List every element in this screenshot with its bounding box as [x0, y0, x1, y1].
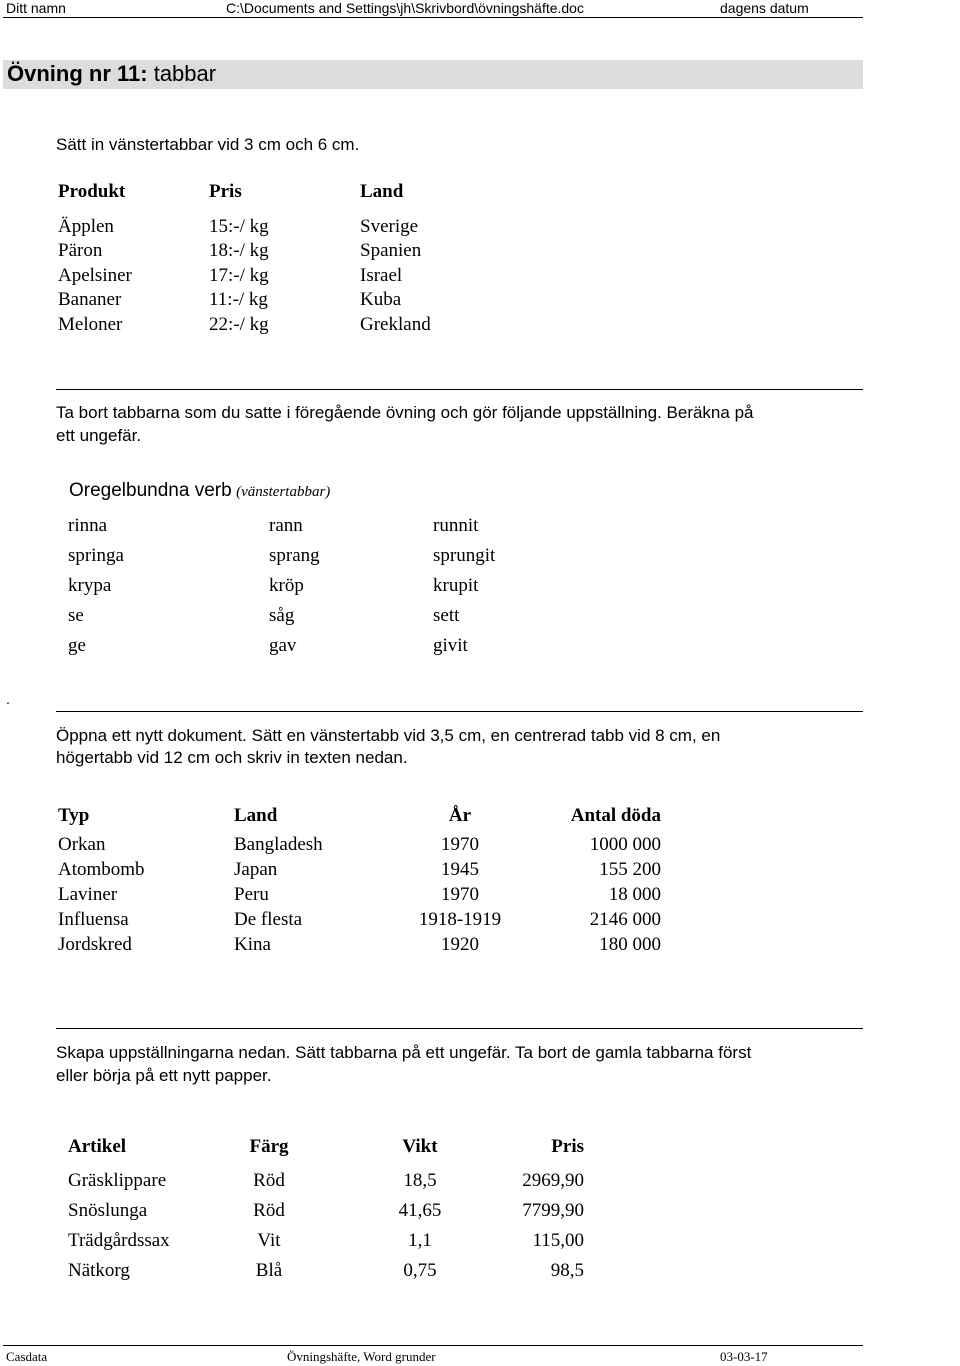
table-cell: 1000 000: [589, 834, 661, 855]
table-cell: 7799,90: [522, 1200, 584, 1221]
verb-cell: ge: [68, 635, 86, 656]
table-cell: Jordskred: [58, 934, 132, 955]
table-cell: Sverige: [360, 216, 419, 237]
table-cell: Röd: [253, 1170, 285, 1191]
table-cell: Snöslunga: [68, 1200, 148, 1221]
table-header-cell: Antal döda: [570, 805, 661, 826]
table-cell: Grekland: [360, 314, 431, 335]
table-cell: Bananer: [58, 289, 122, 310]
footer-rule: [3, 1345, 863, 1346]
table-cell: 1,1: [408, 1230, 432, 1251]
verb-heading: [69, 480, 330, 502]
table-header-cell: Typ: [58, 805, 90, 826]
table-header-cell: År: [448, 805, 472, 826]
section-rule-2: [56, 711, 863, 712]
footer-center: Övningshäfte, Word grunder: [287, 1349, 436, 1364]
table-cell: Israel: [360, 265, 403, 286]
verb-heading-title: Oregelbundna verb: [69, 480, 232, 501]
table-cell: Meloner: [58, 314, 123, 335]
section-rule-3: [56, 1028, 863, 1029]
table-cell: 18 000: [608, 884, 661, 905]
table-header-cell: Artikel: [68, 1136, 127, 1157]
verb-cell: runnit: [433, 515, 479, 536]
instruction-1: Sätt in vänstertabbar vid 3 cm och 6 cm.: [56, 135, 360, 154]
verb-cell: såg: [269, 605, 295, 626]
verb-cell: gav: [269, 635, 297, 656]
instruction-2-line-2: ett ungefär.: [56, 426, 142, 445]
header-name: Ditt namn: [6, 0, 66, 16]
table-cell: 1918-1919: [418, 909, 502, 930]
table-cell: Atombomb: [58, 859, 145, 880]
footer-left: Casdata: [6, 1349, 48, 1364]
table-cell: Laviner: [58, 884, 118, 905]
header-rule: [3, 17, 863, 18]
table-header-cell: Pris: [551, 1136, 584, 1157]
table-header-cell: Färg: [249, 1136, 289, 1157]
table-cell: Peru: [234, 884, 269, 905]
verb-cell: springa: [68, 545, 124, 566]
verb-cell: kröp: [269, 575, 304, 596]
table-cell: 15:-/ kg: [209, 216, 269, 237]
table-cell: 1920: [441, 934, 479, 955]
table-cell: Äpplen: [58, 216, 114, 237]
table-cell: Orkan: [58, 834, 106, 855]
table-cell: 1945: [441, 859, 479, 880]
table-cell: 2146 000: [589, 909, 661, 930]
table-cell: Apelsiner: [58, 265, 132, 286]
verb-cell: rann: [269, 515, 303, 536]
table-cell: Päron: [58, 240, 103, 261]
table-cell: Trädgårdssax: [68, 1230, 170, 1251]
table-cell: Spanien: [360, 240, 422, 261]
table-cell: De flesta: [234, 909, 303, 930]
table-cell: 22:-/ kg: [209, 314, 269, 335]
table-cell: 180 000: [599, 934, 661, 955]
table-cell: 155 200: [599, 859, 661, 880]
header-date: dagens datum: [720, 0, 809, 16]
footer-right: 03-03-17: [720, 1349, 768, 1364]
instruction-3-line-1: Öppna ett nytt dokument. Sätt en vänstertabb vid 3,5 cm, en centrerad tabb vid 8 cm, en: [56, 726, 721, 745]
table-cell: Röd: [253, 1200, 285, 1221]
table-cell: Japan: [234, 859, 278, 880]
table-cell: 1970: [441, 884, 479, 905]
table-cell: 115,00: [532, 1230, 584, 1251]
instruction-4-line-2: eller börja på ett nytt papper.: [56, 1066, 272, 1085]
page-title: [7, 61, 216, 87]
table-cell: Influensa: [58, 909, 129, 930]
table-cell: Vit: [257, 1230, 281, 1251]
verb-cell: sett: [433, 605, 460, 626]
table-cell: Blå: [255, 1260, 283, 1281]
stray-dot: .: [6, 691, 10, 707]
table-cell: 98,5: [550, 1260, 584, 1281]
table-cell: 1970: [441, 834, 479, 855]
table-cell: Kuba: [360, 289, 402, 310]
table-header-cell: Land: [234, 805, 278, 826]
table-cell: 18,5: [403, 1170, 437, 1191]
instruction-2-line-1: Ta bort tabbarna som du satte i föregående övning och gör följande uppställning. Beräkna på: [56, 403, 754, 422]
table-header-cell: Land: [360, 181, 404, 202]
verb-cell: rinna: [68, 515, 108, 536]
table-cell: 11:-/ kg: [209, 289, 268, 310]
table-cell: 41,65: [398, 1200, 442, 1221]
verb-cell: sprungit: [433, 545, 496, 566]
table-cell: 2969,90: [522, 1170, 584, 1191]
instruction-3-line-2: högertabb vid 12 cm och skriv in texten nedan.: [56, 748, 408, 767]
table-cell: Nätkorg: [68, 1260, 130, 1281]
verb-cell: se: [68, 605, 84, 626]
table-cell: 17:-/ kg: [209, 265, 269, 286]
title-rest: tabbar: [147, 61, 217, 86]
table-header-cell: Vikt: [402, 1136, 438, 1157]
table-header-cell: Pris: [209, 181, 242, 202]
verb-heading-note: (vänstertabbar): [236, 484, 331, 500]
verb-cell: krypa: [68, 575, 112, 596]
table-cell: 0,75: [403, 1260, 437, 1281]
table-header-cell: Produkt: [58, 181, 126, 202]
table-cell: Bangladesh: [234, 834, 323, 855]
table-cell: 18:-/ kg: [209, 240, 269, 261]
section-rule-1: [56, 389, 863, 390]
table-cell: Gräsklippare: [68, 1170, 167, 1191]
table-cell: Kina: [234, 934, 271, 955]
verb-cell: givit: [433, 635, 468, 656]
title-number: Övning nr 11:: [7, 61, 148, 86]
header-path: C:\Documents and Settings\jh\Skrivbord\övningshäfte.doc: [226, 0, 584, 16]
instruction-4-line-1: Skapa uppställningarna nedan. Sätt tabbarna på ett ungefär. Ta bort de gamla tabbarna först: [56, 1043, 752, 1062]
verb-cell: krupit: [433, 575, 479, 596]
verb-cell: sprang: [269, 545, 320, 566]
